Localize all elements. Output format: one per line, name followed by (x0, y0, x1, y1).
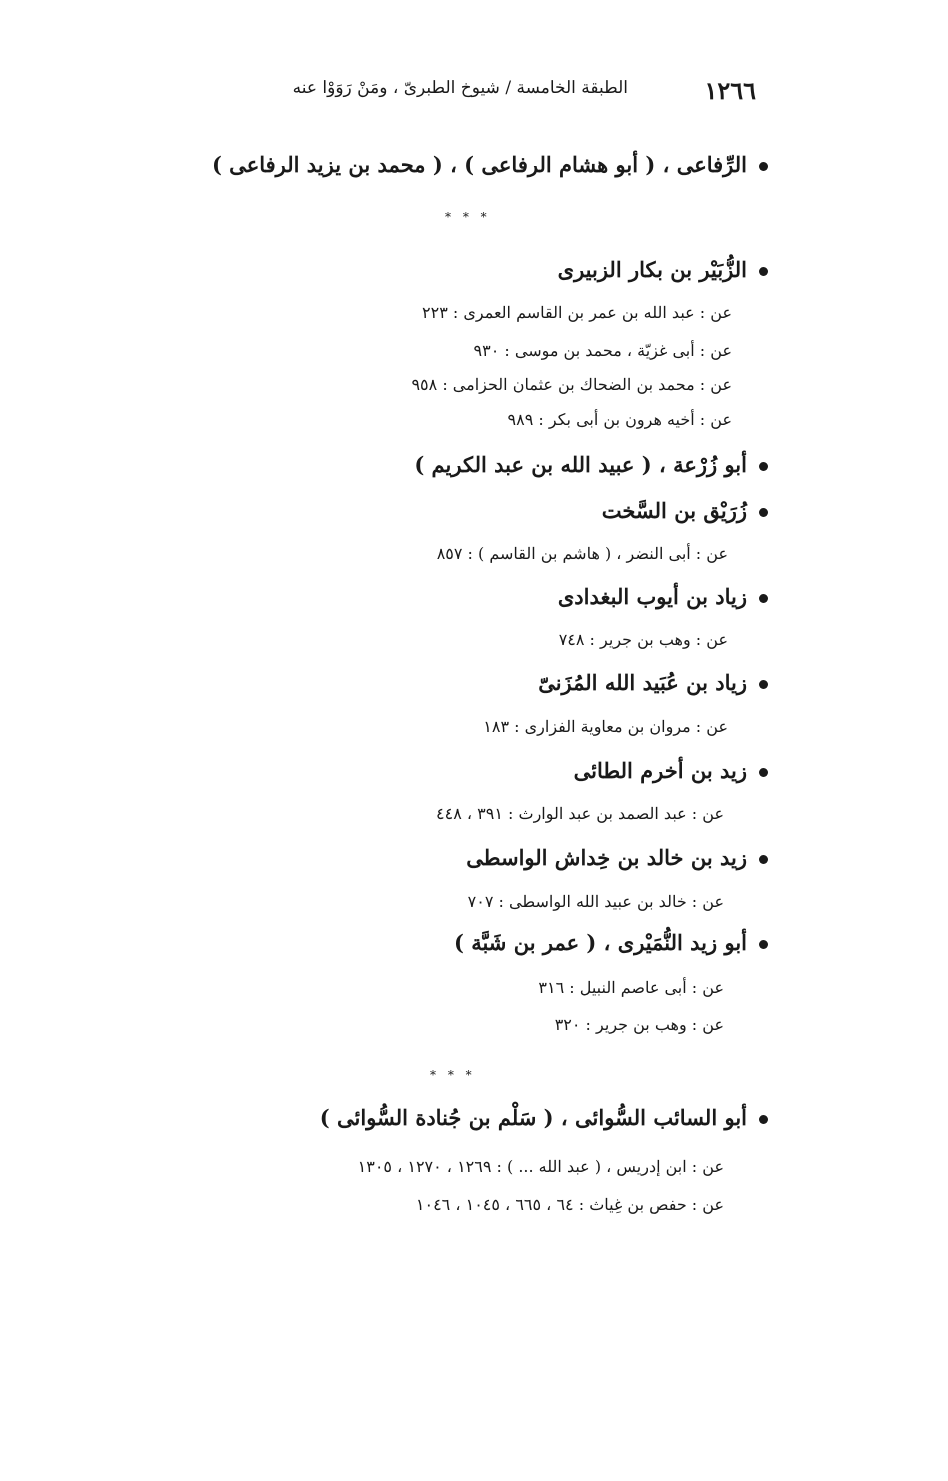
reference-line: عن : وهب بن جرير : ٧٤٨ (558, 630, 728, 649)
reference-line: عن : مروان بن معاوية الفزارى : ١٨٣ (483, 717, 728, 736)
entry-name: زياد بن أيوب البغدادى (557, 584, 747, 609)
entry-heading (454, 930, 768, 955)
reference-line: عن : أبى عاصم النبيل : ٣١٦ (538, 978, 724, 997)
section-separator: * * * (445, 210, 491, 224)
entry-name: زُرَيْق بن السَّخت (601, 498, 747, 523)
bullet-icon (759, 680, 768, 689)
bullet-icon (759, 508, 768, 517)
entry-name: أبو زُرْعة ، ( عبيد الله بن عبد الكريم ) (414, 452, 747, 477)
entry-heading (558, 584, 768, 609)
reference-line: عن : محمد بن الضحاك بن عثمان الحزامى : ٩٥٨ (411, 375, 732, 394)
reference-line: عن : عبد الصمد بن عبد الوارث : ٣٩١ ، ٤٤٨ (436, 804, 724, 823)
entry-name: أبو زيد النُّمَيْرى ، ( عمر بن شَبَّة ) (453, 930, 747, 955)
entry-heading (414, 452, 768, 477)
bullet-icon (759, 267, 768, 276)
entry-name: الرِّفاعى ، ( أبو هشام الرفاعى ) ، ( محمد بن يزيد الرفاعى ) (211, 152, 747, 177)
reference-line: عن : حفص بن غِياث : ٦٤ ، ٦٦٥ ، ١٠٤٥ ، ١٠٤٦ (415, 1195, 724, 1214)
reference-line: عن : ابن إدريس ، ( عبد الله ... ) : ١٢٦٩ ، ١٢٧٠ ، ١٣٠٥ (357, 1157, 724, 1176)
bullet-icon (759, 162, 768, 171)
entry-heading (320, 1105, 768, 1130)
bullet-icon (759, 768, 768, 777)
entry-name: زيد بن خالد بن خِداش الواسطى (466, 845, 747, 870)
bullet-icon (759, 855, 768, 864)
bullet-icon (759, 940, 768, 949)
entry-name: زياد بن عُبَيد الله المُزَنىّ (538, 670, 747, 695)
reference-line: عن : خالد بن عبيد الله الواسطى : ٧٠٧ (467, 892, 724, 911)
bullet-icon (759, 462, 768, 471)
reference-line: عن : أبى غزيّة ، محمد بن موسى : ٩٣٠ (473, 341, 732, 360)
section-separator: * * * (430, 1068, 476, 1082)
entry-name: زيد بن أخرم الطائى (573, 758, 747, 783)
entry-heading (602, 498, 768, 523)
bullet-icon (759, 594, 768, 603)
running-title: الطبقة الخامسة / شيوخ الطبرىّ ، ومَنْ رَوَوْا عنه (292, 78, 628, 98)
entry-heading (212, 152, 768, 177)
entry-heading (538, 670, 768, 695)
reference-line: عن : وهب بن جرير : ٣٢٠ (554, 1015, 724, 1034)
reference-line: عن : أبى النضر ، ( هاشم بن القاسم ) : ٨٥٧ (436, 544, 728, 563)
entry-heading (466, 845, 768, 870)
bullet-icon (759, 1115, 768, 1124)
entry-name: أبو السائب السُّوائى ، ( سَلْم بن جُنادة السُّوائى ) (319, 1105, 747, 1130)
reference-line: عن : عبد الله بن عمر بن القاسم العمرى : ٢٢٣ (422, 303, 732, 322)
entry-heading (574, 758, 768, 783)
page-number: ١٢٦٦ (704, 76, 756, 105)
entry-name: الزُّبَيْر بن بكار الزبيرى (557, 257, 747, 282)
reference-line: عن : أخيه هرون بن أبى بكر : ٩٨٩ (507, 410, 732, 429)
entry-heading (558, 257, 768, 282)
